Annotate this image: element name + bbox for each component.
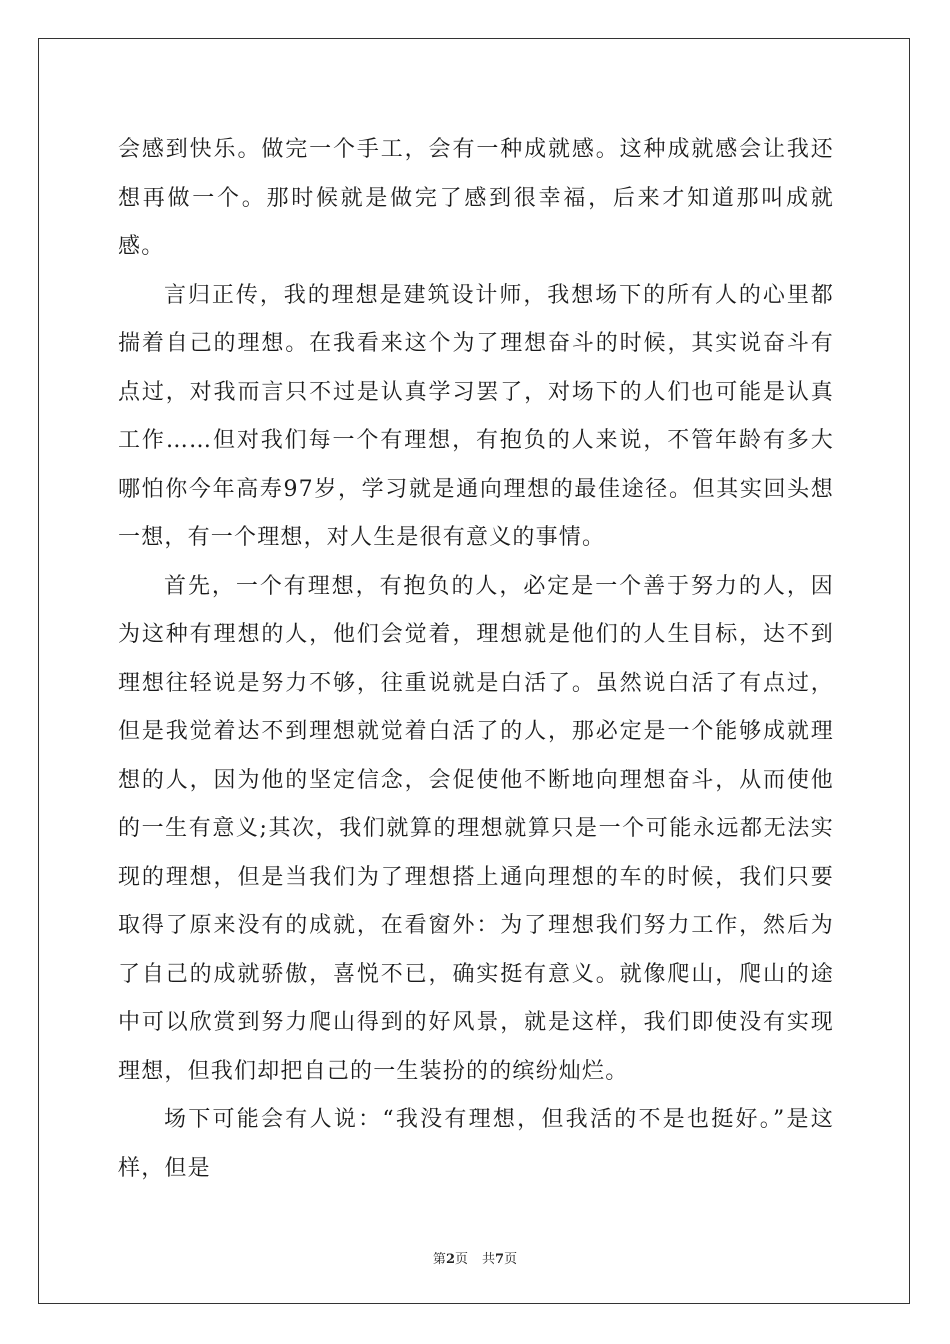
total-prefix: 共: [482, 1252, 496, 1267]
paragraph-first-point: 首先，一个有理想，有抱负的人，必定是一个善于努力的人，因为这种有理想的人，他们会觉着，理想就是他们的人生目标，达不到理想往轻说是努力不够，往重说就是白活了。虽然说白活了有点过，但是我觉着达不到理想就觉着白活了的人，那必定是一个能够成就理想的人，因为他的坚定信念，会促使他不断地向理想奋斗，从而使他的一生有意义;其次，我们就算的理想就算只是一个可能永远都无法实现的理想，但是当我们为了理想搭上通向理想的车的时候，我们只要取得了原来没有的成就，在看窗外：为了理想我们努力工作，然后为了自己的成就骄傲，喜悦不已，确实挺有意义。就像爬山，爬山的途中可以欣赏到努力爬山得到的好风景，就是这样，我们即使没有实现理想，但我们却把自己的一生装扮的的缤纷灿烂。: [118, 573, 834, 1084]
page-footer: [0, 1248, 950, 1267]
paragraph-ideal: 言归正传，我的理想是建筑设计师，我想场下的所有人的心里都揣着自己的理想。在我看来这个为了理想奋斗的时候，其实说奋斗有点过，对我而言只不过是认真学习罢了，对场下的人们也可能是认真工作……但对我们每一个有理想，有抱负的人来说，不管年龄有多大哪怕你今年高寿97岁，学习就是通向理想的最佳途径。但其实回头想一想，有一个理想，对人生是很有意义的事情。: [118, 282, 834, 550]
page-prefix: 第: [432, 1252, 446, 1267]
paragraph-continuation: 会感到快乐。做完一个手工，会有一种成就感。这种成就感会让我还想再做一个。那时候就是做完了感到很幸福，后来才知道那叫成就感。: [118, 137, 834, 259]
page-suffix: 页: [454, 1252, 468, 1267]
paragraph-closing: 场下可能会有人说：“我没有理想，但我活的不是也挺好。”是这样，但是: [118, 1107, 834, 1181]
document-body: [118, 126, 834, 1193]
total-pages: 7: [495, 1252, 505, 1267]
page-number: 2: [445, 1252, 455, 1267]
total-suffix: 页: [504, 1252, 518, 1267]
